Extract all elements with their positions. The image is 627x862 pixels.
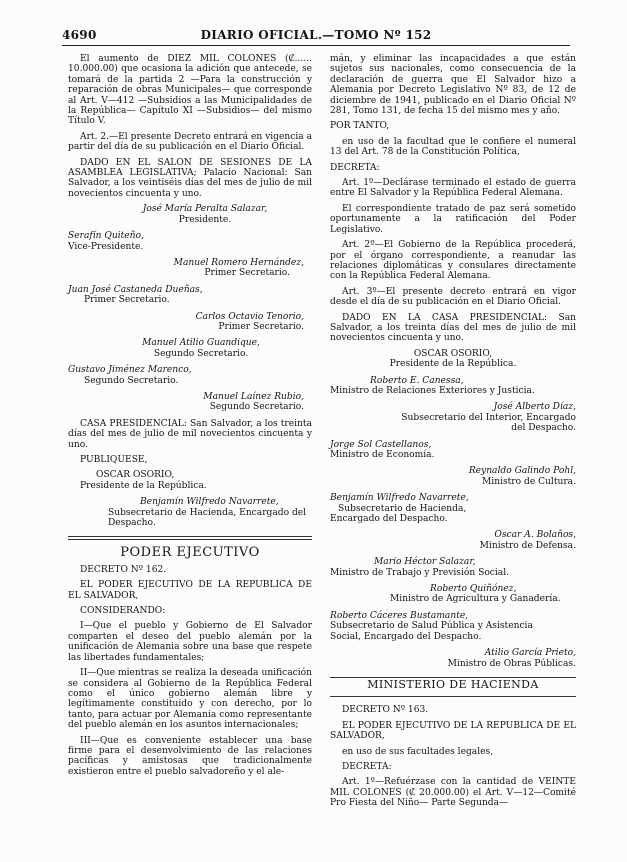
paragraph: Art. 3º—El presente decreto entrará en vigor desde el día de su publicación en el Diario Oficial. <box>330 286 576 308</box>
section-rule <box>68 536 312 537</box>
signature-name: Gustavo Jiménez Marenco, <box>68 365 192 376</box>
signature-role: Ministro de Obras Públicas. <box>447 658 576 669</box>
paragraph: en uso de sus facultades legales, <box>342 746 494 757</box>
signature-block <box>330 530 576 551</box>
signature-block <box>68 392 312 413</box>
decree-number: DECRETO Nº 163. <box>342 705 429 716</box>
signature-block <box>68 258 312 279</box>
signature-name: José Alberto Díaz, <box>493 402 576 413</box>
signature-block <box>330 402 576 433</box>
section-title: MINISTERIO DE HACIENDA <box>367 677 539 691</box>
signature-role: Primer Secretario. <box>204 268 290 279</box>
signature-name: Serafín Quiteño, <box>68 231 144 242</box>
signature-name: Benjamín Wilfredo Navarrete, <box>140 497 279 508</box>
por-tanto: POR TANTO, <box>330 121 390 132</box>
left-column <box>68 54 312 782</box>
signature-role: Ministro de Trabajo y Previsión Social. <box>330 567 510 578</box>
signature-block <box>330 349 576 370</box>
signature-block <box>330 648 576 669</box>
signature-block <box>330 376 576 397</box>
paragraph: Art. 2.—El presente Decreto entrará en vigencia a partir del día de su publicación en el Diario Oficial. <box>68 131 312 153</box>
signature-role: Subsecretario de Hacienda, Encargado del Despacho. <box>108 507 307 529</box>
paragraph: El correspondiente tratado de paz será sometido oportunamente a la ratificación del Poder Legislativo. <box>330 203 576 235</box>
paragraph: EL PODER EJECUTIVO DE LA REPUBLICA DE EL SALVADOR, <box>330 720 576 742</box>
signature-name: OSCAR OSORIO, <box>96 470 175 481</box>
signature-role: Segundo Secretario. <box>209 402 304 413</box>
signature-role: Subsecretario de Salud Pública y Asistencia Social, Encargado del Despacho. <box>330 621 533 642</box>
decreta-heading: DECRETA: <box>342 761 392 772</box>
signature-role: Primer Secretario. <box>84 295 170 306</box>
signature-block <box>68 497 312 528</box>
paragraph: Art. 1º—Declárase terminado el estado de guerra entre El Salvador y la República Federal Alemana. <box>330 178 576 199</box>
paragraph: El aumento de DIEZ MIL COLONES (₡...... 10.000.00) que ocasiona la adición que antecede, se tomará de la partida 2 —Para la construcción y reparación de obras Municipales— que corresponde al Art. V—412 —Subsidios a las Municipalidades de la República— Capítulo XI —Subsidios— del mismo Título V. <box>68 54 312 127</box>
signature-name: Oscar A. Bolaños, <box>494 530 576 541</box>
paragraph: DADO EN LA CASA PRESIDENCIAL: San Salvador, a los treinta días del mes de julio de mil novecientos cincuenta y uno. <box>330 312 576 344</box>
signature-block <box>330 584 576 605</box>
signature-name: Roberto Cáceres Bustamante, <box>330 610 469 621</box>
signature-name: Manuel Romero Hernández, <box>173 257 304 268</box>
right-column <box>330 54 576 814</box>
signature-name: Atilio García Prieto, <box>484 648 576 659</box>
signature-role: Vice-Presidente. <box>68 241 144 252</box>
publication-title: DIARIO OFICIAL.—TOMO Nº 152 <box>200 28 432 42</box>
signature-name: Reynaldo Galindo Pohl, <box>468 466 576 477</box>
signature-name: OSCAR OSORIO, <box>413 348 493 359</box>
signature-role: Presidente. <box>178 214 232 225</box>
header-rule <box>62 45 570 46</box>
decree-number: DECRETO Nº 162. <box>80 564 167 575</box>
signature-block <box>330 557 576 578</box>
paragraph: I—Que el pueblo y Gobierno de El Salvador comparten el deseo del pueblo alemán por la unificación de Alemania sobre una base que respete las libertades fundamentales; <box>68 621 312 663</box>
signature-block <box>330 466 576 487</box>
signature-block <box>68 285 312 306</box>
paragraph: Art. 2º—El Gobierno de la República procederá, por el órgano correspondiente, a reanudar las relaciones diplomáticas y consulares directamente con la República Federal Alemana. <box>330 240 576 282</box>
paragraph: II—Que mientras se realiza la deseada unificación se considera al Gobierno de la República Federal como el único gobierno alemán libre y legítimamente constituido y con derecho, por lo tanto, para actuar por Alemania como representante del pueblo alemán en los asuntos internacionales; <box>68 668 312 731</box>
signature-role: Subsecretario de Hacienda, Encargado del Despacho. <box>330 503 467 525</box>
signature-role: Primer Secretario. <box>218 321 304 332</box>
signature-name: Manuel Laínez Rubio, <box>203 391 304 402</box>
signature-block <box>330 611 576 642</box>
signature-role: Segundo Secretario. <box>153 348 249 359</box>
signature-role: Ministro de Defensa. <box>479 540 576 551</box>
signature-role: Segundo Secretario. <box>84 375 179 386</box>
decreta-heading: DECRETA: <box>330 162 380 173</box>
signature-role: Subsecretario del Interior, Encargado del Despacho. <box>401 412 576 434</box>
publiquese: PUBLIQUESE, <box>80 455 148 465</box>
signature-name: Roberto Quiñónez, <box>430 584 517 595</box>
signature-name: Jorge Sol Castellanos, <box>330 439 432 450</box>
signature-role: Ministro de Cultura. <box>481 476 576 487</box>
signature-role: Ministro de Relaciones Exteriores y Justicia. <box>330 385 535 396</box>
signature-block <box>68 338 312 359</box>
signature-name: Roberto E. Canessa, <box>370 375 464 386</box>
signature-name: Manuel Atilio Guandique, <box>142 338 260 349</box>
signature-block <box>330 493 576 524</box>
paragraph: EL PODER EJECUTIVO DE LA REPUBLICA DE EL SALVADOR, <box>68 580 312 601</box>
signature-role: Ministro de Economía. <box>330 450 435 460</box>
section-rule <box>68 539 312 540</box>
signature-name: Benjamín Wilfredo Navarrete, <box>330 493 469 504</box>
considerando-heading: CONSIDERANDO: <box>80 606 166 617</box>
paragraph: mán, y eliminar las incapacidades a que están sujetos sus nacionales, como consecuencia de la declaración de guerra que El Salvador hizo a Alemania por Decreto Legislativo Nº 83, de 12 de diciembre de 1941, publicado en el Diario Oficial Nº 281, Tomo 131, de fecha 15 del mismo mes y año. <box>330 54 576 117</box>
paragraph: CASA PRESIDENCIAL: San Salvador, a los treinta días del mes de julio de mil novecientos cincuenta y uno. <box>68 418 312 450</box>
signature-block <box>68 231 312 252</box>
section-rule <box>330 696 576 697</box>
paragraph: Art. 1º—Refuérzase con la cantidad de VEINTE MIL COLONES (₡ 20.000.00) el Art. V—12—Comité Pro Fiesta del Niño— Parte Segunda— <box>330 777 576 809</box>
signature-role: Presidente de la República. <box>389 359 517 370</box>
signature-name: Mario Héctor Salazar, <box>374 557 476 568</box>
signature-name: José María Peralta Salazar, <box>142 204 268 215</box>
signature-name: Juan José Castaneda Dueñas, <box>68 284 203 295</box>
signature-block <box>68 470 312 491</box>
paragraph: DADO EN EL SALON DE SESIONES DE LA ASAMBLEA LEGISLATIVA; Palacio Nacional: San Salvador, a los veintiséis días del mes de julio de mil novecientos cincuenta y uno. <box>68 157 312 199</box>
signature-name: Carlos Octavio Tenorio, <box>195 311 304 322</box>
signature-block <box>330 440 576 461</box>
signature-block <box>68 204 312 225</box>
paragraph: III—Que es conveniente establecer una base firme para el desenvolvimiento de las relaciones pacíficas y amistosas que tradicionalmente existieron entre el pueblo salvadoreño y el ale- <box>68 735 312 777</box>
signature-block <box>68 365 312 386</box>
signature-role: Presidente de la República. <box>80 480 207 491</box>
paragraph: en uso de la facultad que le confiere el numeral 13 del Art. 78 de la Constitución Política, <box>330 136 576 158</box>
signature-block <box>68 312 312 333</box>
section-title: PODER EJECUTIVO <box>120 545 260 561</box>
page-number: 4690 <box>62 28 97 42</box>
signature-role: Ministro de Agricultura y Ganadería. <box>390 594 561 605</box>
